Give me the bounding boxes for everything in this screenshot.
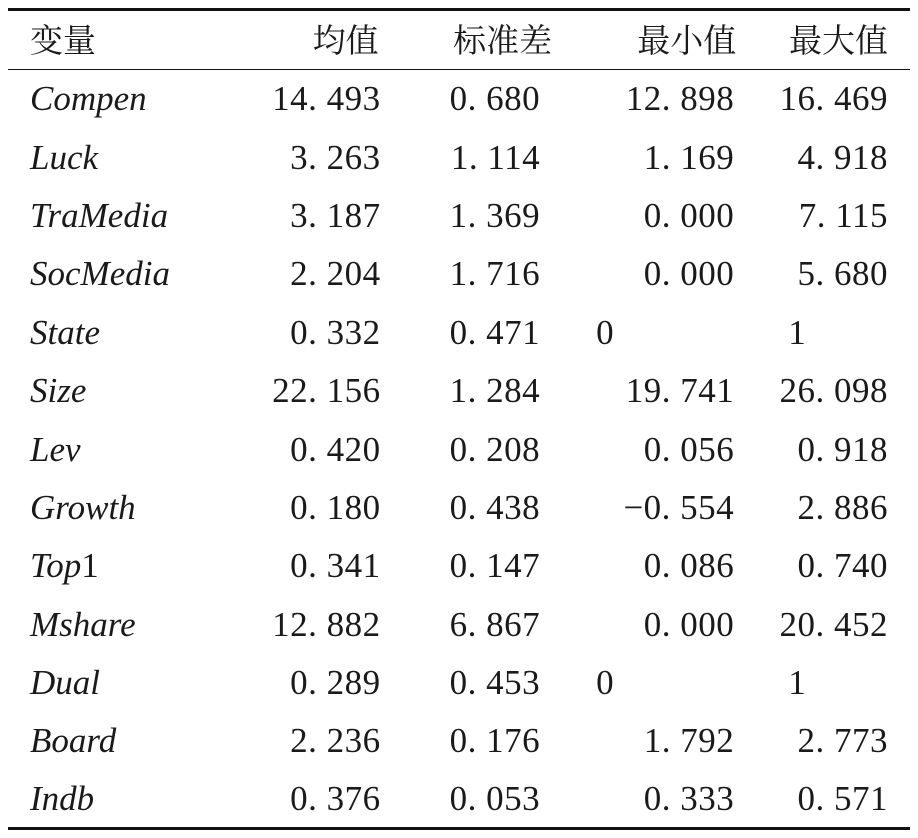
max-cell: 2. 773 [797, 721, 888, 761]
table-row [8, 712, 910, 770]
min-cell: 0 [596, 663, 615, 703]
table-row [8, 128, 910, 186]
variable-name-cell [8, 245, 180, 303]
min-cell: 0 [596, 312, 615, 352]
mean-cell: 3. 187 [290, 195, 381, 235]
variable-name: Mshare [30, 604, 136, 644]
max-cell: 2. 886 [797, 487, 888, 527]
variable-name: Lev [30, 429, 81, 469]
variable-name-cell [8, 303, 180, 361]
variable-name: Luck [30, 137, 99, 177]
variable-name-cell [8, 653, 180, 711]
header-max: 最大值 [736, 10, 910, 70]
variable-name-cell [8, 186, 180, 244]
table-row [8, 595, 910, 653]
min-cell: 0. 056 [643, 429, 735, 469]
variable-name-cell [8, 70, 180, 128]
std-dev-cell: 0. 053 [387, 770, 553, 828]
std-dev-cell: 0. 453 [449, 663, 541, 703]
mean-cell: 3. 263 [290, 137, 381, 177]
min-cell: 0. 000 [643, 604, 735, 644]
mean-cell: 0. 180 [290, 487, 381, 527]
std-dev-cell: 0. 176 [449, 721, 541, 761]
variable-name: Compen [30, 79, 147, 119]
max-cell: 5. 680 [797, 254, 888, 294]
variable-name-cell [8, 420, 180, 478]
header-variable: 变量 [8, 10, 180, 70]
min-cell: 12. 898 [625, 79, 735, 119]
min-cell: 0. 333 [552, 770, 736, 828]
mean-cell: 12. 882 [272, 604, 381, 644]
std-dev-cell: 0. 680 [449, 79, 541, 119]
variable-name-cell [8, 537, 180, 595]
std-dev-cell: 1. 114 [450, 137, 541, 177]
table-row [8, 361, 910, 419]
variable-name: Dual [30, 663, 100, 703]
max-cell: 20. 452 [779, 604, 888, 644]
variable-name-cell [8, 770, 180, 828]
table-row [8, 303, 910, 361]
std-dev-cell: 1. 369 [449, 195, 541, 235]
variable-name-cell [8, 361, 180, 419]
max-cell: 4. 918 [797, 137, 888, 177]
mean-cell: 0. 341 [290, 546, 381, 586]
mean-cell: 2. 236 [290, 721, 381, 761]
variable-name-cell [8, 128, 180, 186]
table-row [8, 420, 910, 478]
max-cell: 26. 098 [779, 371, 888, 411]
std-dev-cell: 1. 716 [449, 254, 541, 294]
max-cell: 7. 115 [798, 195, 888, 235]
mean-cell: 0. 420 [290, 429, 381, 469]
variable-name-suffix: 1 [81, 546, 99, 586]
std-dev-cell: 0. 208 [449, 429, 541, 469]
table-row [8, 770, 910, 828]
std-dev-cell: 0. 438 [449, 487, 541, 527]
max-cell: 0. 571 [736, 770, 910, 828]
header-min: 最小值 [552, 10, 736, 70]
max-cell: 1 [788, 312, 807, 352]
table-body [8, 70, 910, 829]
mean-cell: 2. 204 [290, 254, 381, 294]
table-row [8, 653, 910, 711]
min-cell: 0. 000 [643, 195, 735, 235]
mean-cell: 0. 332 [290, 312, 381, 352]
table-row [8, 186, 910, 244]
table-row [8, 245, 910, 303]
table-row [8, 537, 910, 595]
min-cell: 1. 792 [643, 721, 735, 761]
max-cell: 16. 469 [779, 79, 888, 119]
variable-name-cell [8, 712, 180, 770]
std-dev-cell: 0. 147 [449, 546, 541, 586]
variable-name: Size [30, 371, 87, 411]
variable-name: Indb [30, 779, 95, 819]
std-dev-cell: 0. 471 [449, 312, 541, 352]
min-cell: 0. 086 [643, 546, 735, 586]
variable-name: Growth [30, 487, 136, 527]
mean-cell: 22. 156 [272, 371, 381, 411]
variable-name: Top [30, 546, 82, 586]
mean-cell: 14. 493 [272, 79, 381, 119]
min-cell: 19. 741 [625, 371, 735, 411]
std-dev-cell: 1. 284 [449, 371, 541, 411]
variable-name-cell [8, 595, 180, 653]
min-cell: 1. 169 [643, 137, 735, 177]
max-cell: 1 [788, 663, 807, 703]
variable-name: SocMedia [30, 254, 170, 294]
max-cell: 0. 918 [797, 429, 888, 469]
variable-name: TraMedia [30, 195, 169, 235]
max-cell: 0. 740 [797, 546, 888, 586]
table-row [8, 478, 910, 536]
variable-name-cell [8, 478, 180, 536]
min-cell: 0. 000 [643, 254, 735, 294]
descriptive-statistics-table [8, 8, 910, 830]
header-row [8, 10, 910, 70]
mean-cell: 0. 376 [180, 770, 387, 828]
variable-name: State [30, 312, 100, 352]
table-row [8, 70, 910, 128]
mean-cell: 0. 289 [290, 663, 381, 703]
std-dev-cell: 6. 867 [449, 604, 541, 644]
min-cell: −0. 554 [623, 487, 735, 527]
header-std-dev: 标准差 [387, 10, 553, 70]
variable-name: Board [30, 721, 117, 761]
header-mean: 均值 [180, 10, 387, 70]
